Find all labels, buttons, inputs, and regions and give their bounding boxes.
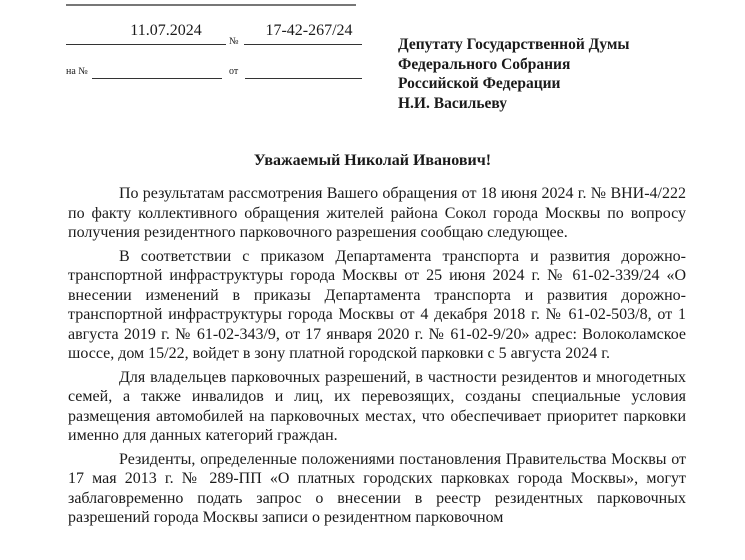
number-underline xyxy=(244,44,362,45)
body-paragraph: Для владельцев парковочных разрешений, в частности резидентов и многодетных семей, а также инвалидов и лиц, их перевозящих, созданы специальные условия размещения автомобилей на парковочных местах, что обеспечивает приоритет парковки именно для данных категорий граждан. xyxy=(68,368,686,444)
addressee-name: Н.И. Васильеву xyxy=(398,94,507,112)
salutation: Уважаемый Николай Иванович! xyxy=(253,152,492,169)
reference-date-line xyxy=(245,78,362,79)
body-paragraph: По результатам рассмотрения Вашего обращения от 18 июня 2024 г. № ВНИ-4/222 по факту коллективного обращения жителей района Сокол города Москвы по вопросу получения резидентного парковочного разрешения сообщаю следующее. xyxy=(68,185,686,241)
reference-number-label: на № xyxy=(66,66,88,77)
registration-number: 17-42-267/24 xyxy=(265,22,353,39)
body-paragraph: В соответствии с приказом Департамента транспорта и развития дорожно-транспортной инфраструктуры города Москвы от 25 июня 2024 г. № 61-02-339/24 «О внесении изменений в приказы Департамента транспорта и развития дорожно-транспортной инфраструктуры города Москвы от 4 декабря 2018 г. № 61-02-503/8, от 1 августа 2019 г. № 61-02-343/9, от 17 января 2020 г. № 61-02-9/20» адрес: Волоколамское шоссе, дом 15/22, войдет в зону платной городской парковки с 5 августа 2024 г. xyxy=(68,247,686,362)
reference-date-label: от xyxy=(229,66,239,77)
addressee-line: Депутату Государственной Думы xyxy=(398,36,630,53)
body-paragraph: Резиденты, определенные положениями постановления Правительства Москвы от 17 мая 2013 г. № 289-ПП «О платных городских парковках города Москвы», могут заблаговременно подать запрос о внесении в реестр резидентных парковочных разрешений города Москвы записи о резидентном парковочном xyxy=(68,450,686,526)
addressee-block xyxy=(398,35,698,113)
addressee-line: Российской Федерации xyxy=(398,75,561,92)
registration-number-label: № xyxy=(229,36,239,47)
top-border-line xyxy=(66,4,356,6)
addressee-line: Федерального Собрания xyxy=(398,55,571,73)
letter-body xyxy=(68,184,686,532)
date-underline xyxy=(66,44,226,45)
registration-date: 11.07.2024 xyxy=(130,22,202,39)
reference-number-line xyxy=(92,78,222,79)
